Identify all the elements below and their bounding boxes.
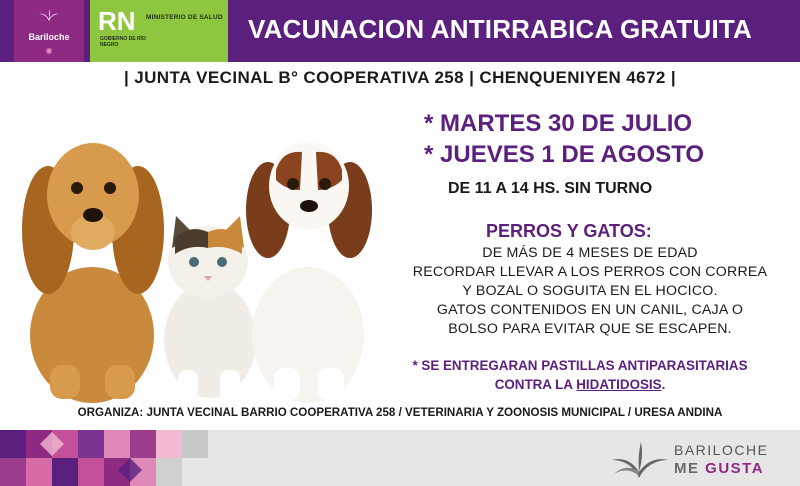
brand-me: ME <box>674 460 706 477</box>
bariloche-logo <box>14 0 84 62</box>
cavalier-puppy-image <box>246 142 372 403</box>
requirements-text <box>380 244 800 339</box>
note-line-2 <box>380 375 780 394</box>
species-heading: PERROS Y GATOS: <box>486 221 652 241</box>
bariloche-logo-text: Bariloche <box>28 31 70 42</box>
svg-text:RN: RN <box>98 8 136 32</box>
schedule-text: DE 11 A 14 HS. SIN TURNO <box>448 180 653 197</box>
pets-illustration <box>10 120 380 405</box>
flower-icon <box>37 8 61 22</box>
note-line-1: * SE ENTREGARAN PASTILLAS ANTIPARASITARIAS <box>412 358 748 373</box>
organizers-line: ORGANIZA: JUNTA VECINAL BARRIO COOPERATIVA 258 / VETERINARIA Y ZOONOSIS MUNICIPAL / URESA ANDINA <box>77 406 723 419</box>
kitten-image <box>164 216 256 400</box>
rn-mark-icon <box>98 8 142 32</box>
brand-gusta: GUSTA <box>705 460 765 477</box>
date-item: * MARTES 30 DE JULIO <box>424 110 693 137</box>
info-line: RECORDAR LLEVAR A LOS PERROS CON CORREA <box>412 264 768 280</box>
note-prefix: CONTRA LA <box>494 377 577 392</box>
date-item: * JUEVES 1 DE AGOSTO <box>424 141 705 168</box>
rn-government-label: GOBIERNO DE RÍO NEGRO <box>100 36 146 48</box>
rn-ministry-label: MINISTERIO DE SALUD <box>146 14 223 21</box>
bariloche-me-gusta-logo <box>608 438 788 482</box>
flower-icon <box>608 440 670 480</box>
note-highlight: HIDATIDOSIS <box>576 377 662 392</box>
info-line: Y BOZAL O SOGUITA EN EL HOCICO. <box>462 283 718 299</box>
mosaic-pattern <box>0 430 260 486</box>
deworming-note <box>380 356 780 394</box>
brand-top-text: BARILOCHE <box>674 442 769 458</box>
cocker-puppy-image <box>22 143 164 403</box>
info-line: GATOS CONTENIDOS EN UN CANIL, CAJA O <box>436 302 744 318</box>
info-line: BOLSO PARA EVITAR QUE SE ESCAPEN. <box>448 321 732 337</box>
logo-dot-icon: ◉ <box>45 45 53 55</box>
info-line: DE MÁS DE 4 MESES DE EDAD <box>482 245 698 261</box>
header-bar <box>0 0 800 62</box>
page-title: VACUNACION ANTIRRABICA GRATUITA <box>248 14 753 44</box>
location-line: | JUNTA VECINAL B° COOPERATIVA 258 | CHENQUENIYEN 4672 | <box>123 68 676 87</box>
brand-bottom-text <box>674 460 764 477</box>
note-suffix: . <box>661 377 666 392</box>
rio-negro-logo <box>90 0 228 62</box>
dates-list <box>424 108 704 170</box>
